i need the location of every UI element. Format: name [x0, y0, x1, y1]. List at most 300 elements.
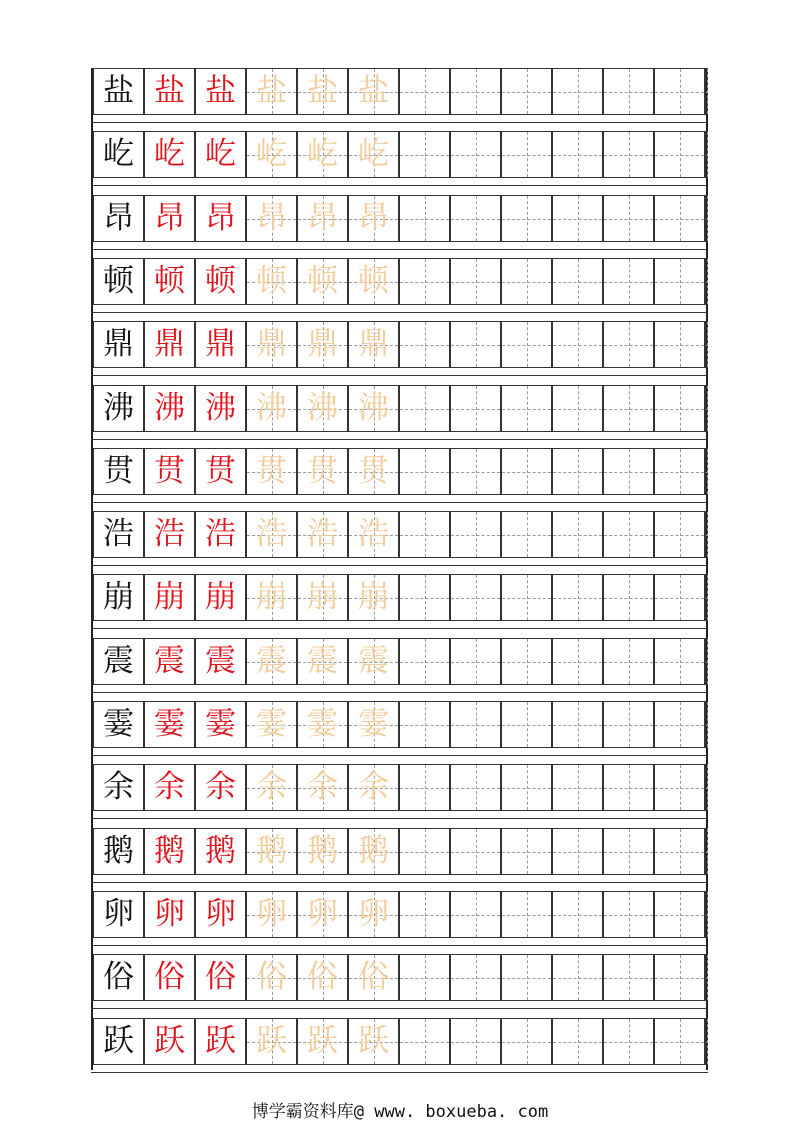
grid-guide-vertical: [707, 386, 708, 431]
grid-guide-vertical: [425, 639, 426, 684]
trace-character-cell: [297, 511, 348, 558]
trace-character: 俗: [256, 959, 287, 995]
blank-writing-cell[interactable]: [450, 701, 501, 748]
blank-writing-cell[interactable]: [501, 448, 552, 495]
blank-writing-cell[interactable]: [399, 764, 450, 811]
red-character: 昂: [205, 200, 236, 236]
trace-character-cell: [297, 321, 348, 368]
trace-character-cell: [348, 258, 399, 305]
model-character-cell: [93, 385, 144, 432]
grid-guide-vertical: [707, 702, 708, 747]
blank-writing-cell[interactable]: [705, 1018, 708, 1065]
blank-writing-cell[interactable]: [654, 321, 705, 368]
blank-writing-cell[interactable]: [705, 448, 708, 495]
grid-guide-vertical: [527, 1019, 528, 1064]
trace-character: 霎: [307, 706, 338, 742]
grid-guide-vertical: [425, 702, 426, 747]
blank-writing-cell[interactable]: [450, 258, 501, 305]
grid-guide-vertical: [680, 892, 681, 937]
blank-writing-cell[interactable]: [705, 954, 708, 1001]
row-separator: [91, 502, 708, 503]
grid-guide-vertical: [476, 702, 477, 747]
grid-guide-vertical: [476, 955, 477, 1000]
blank-writing-cell[interactable]: [552, 828, 603, 875]
blank-writing-cell[interactable]: [552, 131, 603, 178]
blank-writing-cell[interactable]: [552, 195, 603, 242]
row-separator: [91, 628, 708, 629]
trace-character: 浩: [358, 516, 389, 552]
grid-guide-vertical: [707, 512, 708, 557]
red-example-cell: [195, 195, 246, 242]
red-example-cell: [195, 448, 246, 495]
blank-writing-cell[interactable]: [501, 195, 552, 242]
blank-writing-cell[interactable]: [705, 321, 708, 368]
model-character: 霎: [103, 706, 134, 742]
blank-writing-cell[interactable]: [501, 764, 552, 811]
grid-guide-vertical: [707, 132, 708, 177]
trace-character: 顿: [307, 263, 338, 299]
blank-writing-cell[interactable]: [552, 764, 603, 811]
trace-character: 顿: [256, 263, 287, 299]
blank-writing-cell[interactable]: [654, 511, 705, 558]
blank-writing-cell[interactable]: [654, 574, 705, 621]
blank-writing-cell[interactable]: [450, 638, 501, 685]
red-example-cell: [195, 1018, 246, 1065]
trace-character-cell: [297, 131, 348, 178]
grid-guide-vertical: [476, 69, 477, 114]
grid-guide-vertical: [578, 69, 579, 114]
trace-character: 盐: [256, 73, 287, 109]
model-character-cell: [93, 574, 144, 621]
trace-character: 俗: [358, 959, 389, 995]
trace-character-cell: [246, 511, 297, 558]
trace-character: 浩: [307, 516, 338, 552]
grid-guide-vertical: [680, 765, 681, 810]
blank-writing-cell[interactable]: [654, 954, 705, 1001]
trace-character-cell: [297, 68, 348, 115]
grid-guide-vertical: [527, 449, 528, 494]
blank-writing-cell[interactable]: [705, 574, 708, 621]
trace-character-cell: [297, 574, 348, 621]
blank-writing-cell[interactable]: [450, 764, 501, 811]
grid-guide-vertical: [629, 196, 630, 241]
blank-writing-cell[interactable]: [399, 638, 450, 685]
blank-writing-cell[interactable]: [450, 385, 501, 432]
blank-writing-cell[interactable]: [399, 321, 450, 368]
blank-writing-cell[interactable]: [552, 321, 603, 368]
grid-guide-vertical: [629, 765, 630, 810]
trace-character-cell: [348, 195, 399, 242]
red-example-cell: [195, 511, 246, 558]
blank-writing-cell[interactable]: [450, 321, 501, 368]
blank-writing-cell[interactable]: [399, 195, 450, 242]
red-character: 昂: [154, 200, 185, 236]
blank-writing-cell[interactable]: [399, 448, 450, 495]
grid-guide-vertical: [527, 512, 528, 557]
trace-character: 屹: [256, 136, 287, 172]
blank-writing-cell[interactable]: [501, 954, 552, 1001]
red-character: 沸: [154, 390, 185, 426]
grid-guide-vertical: [527, 322, 528, 367]
trace-character-cell: [246, 131, 297, 178]
blank-writing-cell[interactable]: [603, 891, 654, 938]
blank-writing-cell[interactable]: [450, 68, 501, 115]
trace-character: 霎: [256, 706, 287, 742]
trace-character: 鼎: [256, 326, 287, 362]
practice-row: [91, 258, 708, 305]
blank-writing-cell[interactable]: [552, 638, 603, 685]
trace-character-cell: [348, 131, 399, 178]
trace-character: 俗: [307, 959, 338, 995]
grid-guide-vertical: [425, 132, 426, 177]
model-character-cell: [93, 701, 144, 748]
grid-guide-vertical: [476, 386, 477, 431]
blank-writing-cell[interactable]: [705, 764, 708, 811]
blank-writing-cell[interactable]: [399, 574, 450, 621]
model-character-cell: [93, 68, 144, 115]
model-character-cell: [93, 764, 144, 811]
blank-writing-cell[interactable]: [450, 954, 501, 1001]
trace-character: 沸: [256, 390, 287, 426]
trace-character-cell: [348, 511, 399, 558]
grid-guide-vertical: [425, 765, 426, 810]
model-character: 震: [103, 643, 134, 679]
blank-writing-cell[interactable]: [603, 385, 654, 432]
red-example-cell: [195, 891, 246, 938]
grid-guide-vertical: [578, 259, 579, 304]
blank-writing-cell[interactable]: [603, 701, 654, 748]
blank-writing-cell[interactable]: [450, 1018, 501, 1065]
red-character: 顿: [154, 263, 185, 299]
red-example-cell: [195, 638, 246, 685]
grid-guide-vertical: [527, 575, 528, 620]
grid-guide-vertical: [425, 829, 426, 874]
grid-guide-vertical: [680, 829, 681, 874]
blank-writing-cell[interactable]: [552, 511, 603, 558]
trace-character-cell: [348, 891, 399, 938]
blank-writing-cell[interactable]: [603, 638, 654, 685]
blank-writing-cell[interactable]: [501, 701, 552, 748]
red-character: 盐: [205, 73, 236, 109]
blank-writing-cell[interactable]: [654, 258, 705, 305]
blank-writing-cell[interactable]: [603, 574, 654, 621]
trace-character: 震: [358, 643, 389, 679]
blank-writing-cell[interactable]: [399, 258, 450, 305]
blank-writing-cell[interactable]: [654, 131, 705, 178]
blank-writing-cell[interactable]: [450, 448, 501, 495]
grid-guide-vertical: [629, 639, 630, 684]
trace-character: 昂: [256, 200, 287, 236]
trace-character-cell: [348, 764, 399, 811]
blank-writing-cell[interactable]: [654, 1018, 705, 1065]
grid-guide-vertical: [425, 955, 426, 1000]
practice-row: [91, 448, 708, 495]
blank-writing-cell[interactable]: [501, 891, 552, 938]
grid-guide-vertical: [527, 132, 528, 177]
red-example-cell: [195, 131, 246, 178]
red-character: 余: [205, 769, 236, 805]
grid-guide-vertical: [476, 196, 477, 241]
blank-writing-cell[interactable]: [501, 131, 552, 178]
grid-guide-vertical: [578, 702, 579, 747]
red-character: 余: [154, 769, 185, 805]
red-character: 崩: [154, 579, 185, 615]
red-character: 盐: [154, 73, 185, 109]
model-character-cell: [93, 448, 144, 495]
grid-guide-vertical: [680, 69, 681, 114]
blank-writing-cell[interactable]: [603, 764, 654, 811]
blank-writing-cell[interactable]: [603, 511, 654, 558]
trace-character: 崩: [358, 579, 389, 615]
blank-writing-cell[interactable]: [603, 828, 654, 875]
model-character-cell: [93, 131, 144, 178]
blank-writing-cell[interactable]: [501, 1018, 552, 1065]
grid-guide-vertical: [476, 259, 477, 304]
trace-character-cell: [246, 638, 297, 685]
blank-writing-cell[interactable]: [654, 828, 705, 875]
trace-character-cell: [297, 385, 348, 432]
blank-writing-cell[interactable]: [552, 954, 603, 1001]
trace-character-cell: [246, 68, 297, 115]
model-character: 鹅: [103, 833, 134, 869]
blank-writing-cell[interactable]: [501, 511, 552, 558]
trace-character-cell: [348, 638, 399, 685]
red-character: 浩: [154, 516, 185, 552]
red-character: 震: [154, 643, 185, 679]
blank-writing-cell[interactable]: [654, 638, 705, 685]
practice-row: [91, 638, 708, 685]
trace-character: 卵: [256, 896, 287, 932]
red-character: 贯: [154, 453, 185, 489]
row-separator: [91, 185, 708, 186]
red-character: 卵: [154, 896, 185, 932]
blank-writing-cell[interactable]: [552, 574, 603, 621]
grid-guide-vertical: [680, 702, 681, 747]
red-example-cell: [144, 448, 195, 495]
blank-writing-cell[interactable]: [705, 701, 708, 748]
practice-row: [91, 764, 708, 811]
row-separator: [91, 692, 708, 693]
grid-guide-vertical: [578, 386, 579, 431]
red-character: 鼎: [154, 326, 185, 362]
blank-writing-cell[interactable]: [654, 448, 705, 495]
blank-writing-cell[interactable]: [450, 828, 501, 875]
grid-guide-vertical: [425, 892, 426, 937]
blank-writing-cell[interactable]: [552, 1018, 603, 1065]
model-character: 卵: [103, 896, 134, 932]
grid-guide-vertical: [476, 449, 477, 494]
grid-guide-vertical: [527, 639, 528, 684]
grid-guide-vertical: [707, 259, 708, 304]
trace-character: 余: [358, 769, 389, 805]
grid-guide-vertical: [680, 512, 681, 557]
blank-writing-cell[interactable]: [399, 828, 450, 875]
blank-writing-cell[interactable]: [399, 68, 450, 115]
trace-character-cell: [297, 828, 348, 875]
blank-writing-cell[interactable]: [501, 321, 552, 368]
blank-writing-cell[interactable]: [552, 68, 603, 115]
blank-writing-cell[interactable]: [501, 574, 552, 621]
red-example-cell: [144, 891, 195, 938]
blank-writing-cell[interactable]: [654, 764, 705, 811]
trace-character-cell: [246, 954, 297, 1001]
trace-character: 贯: [358, 453, 389, 489]
blank-writing-cell[interactable]: [603, 195, 654, 242]
blank-writing-cell[interactable]: [603, 1018, 654, 1065]
trace-character-cell: [246, 574, 297, 621]
blank-writing-cell[interactable]: [654, 891, 705, 938]
blank-writing-cell[interactable]: [603, 954, 654, 1001]
blank-writing-cell[interactable]: [705, 638, 708, 685]
blank-writing-cell[interactable]: [654, 385, 705, 432]
blank-writing-cell[interactable]: [399, 131, 450, 178]
grid-guide-vertical: [527, 892, 528, 937]
grid-guide-vertical: [707, 1019, 708, 1064]
grid-guide-vertical: [578, 765, 579, 810]
grid-guide-vertical: [629, 955, 630, 1000]
grid-guide-vertical: [527, 386, 528, 431]
red-example-cell: [144, 1018, 195, 1065]
red-character: 浩: [205, 516, 236, 552]
blank-writing-cell[interactable]: [399, 891, 450, 938]
blank-writing-cell[interactable]: [450, 574, 501, 621]
trace-character-cell: [348, 574, 399, 621]
grid-guide-vertical: [527, 955, 528, 1000]
blank-writing-cell[interactable]: [603, 448, 654, 495]
blank-writing-cell[interactable]: [603, 321, 654, 368]
blank-writing-cell[interactable]: [705, 131, 708, 178]
trace-character: 余: [256, 769, 287, 805]
trace-character: 鹅: [307, 833, 338, 869]
row-separator: [91, 882, 708, 883]
red-example-cell: [144, 954, 195, 1001]
trace-character-cell: [297, 1018, 348, 1065]
blank-writing-cell[interactable]: [552, 891, 603, 938]
red-example-cell: [144, 68, 195, 115]
blank-writing-cell[interactable]: [654, 195, 705, 242]
model-character: 浩: [103, 516, 134, 552]
trace-character-cell: [297, 258, 348, 305]
red-character: 屹: [154, 136, 185, 172]
blank-writing-cell[interactable]: [603, 131, 654, 178]
row-separator: [91, 439, 708, 440]
blank-writing-cell[interactable]: [552, 385, 603, 432]
red-character: 俗: [154, 959, 185, 995]
trace-character-cell: [246, 448, 297, 495]
grid-guide-vertical: [425, 69, 426, 114]
blank-writing-cell[interactable]: [654, 68, 705, 115]
practice-row: [91, 385, 708, 432]
grid-guide-vertical: [707, 575, 708, 620]
model-character: 俗: [103, 959, 134, 995]
red-character: 鹅: [154, 833, 185, 869]
trace-character: 卵: [358, 896, 389, 932]
blank-writing-cell[interactable]: [705, 195, 708, 242]
blank-writing-cell[interactable]: [501, 638, 552, 685]
grid-guide-vertical: [707, 69, 708, 114]
practice-row: [91, 891, 708, 938]
grid-guide-vertical: [680, 386, 681, 431]
row-separator: [91, 755, 708, 756]
trace-character-cell: [348, 828, 399, 875]
blank-writing-cell[interactable]: [552, 258, 603, 305]
blank-writing-cell[interactable]: [450, 131, 501, 178]
red-example-cell: [195, 385, 246, 432]
blank-writing-cell[interactable]: [705, 891, 708, 938]
practice-row: [91, 574, 708, 621]
blank-writing-cell[interactable]: [705, 385, 708, 432]
blank-writing-cell[interactable]: [552, 701, 603, 748]
blank-writing-cell[interactable]: [654, 701, 705, 748]
model-character-cell: [93, 828, 144, 875]
practice-row: [91, 195, 708, 242]
practice-row: [91, 1018, 708, 1065]
trace-character: 贯: [307, 453, 338, 489]
grid-guide-vertical: [629, 132, 630, 177]
trace-character: 跃: [307, 1023, 338, 1059]
blank-writing-cell[interactable]: [450, 891, 501, 938]
blank-writing-cell[interactable]: [501, 385, 552, 432]
trace-character: 沸: [358, 390, 389, 426]
red-example-cell: [195, 828, 246, 875]
blank-writing-cell[interactable]: [399, 385, 450, 432]
grid-guide-vertical: [629, 386, 630, 431]
blank-writing-cell[interactable]: [603, 68, 654, 115]
grid-guide-vertical: [707, 639, 708, 684]
row-separator: [91, 945, 708, 946]
blank-writing-cell[interactable]: [399, 701, 450, 748]
red-example-cell: [195, 954, 246, 1001]
model-character-cell: [93, 511, 144, 558]
row-separator: [91, 122, 708, 123]
grid-guide-vertical: [629, 449, 630, 494]
blank-writing-cell[interactable]: [705, 68, 708, 115]
row-separator: [91, 818, 708, 819]
trace-character: 鼎: [307, 326, 338, 362]
blank-writing-cell[interactable]: [399, 1018, 450, 1065]
trace-character: 屹: [307, 136, 338, 172]
blank-writing-cell[interactable]: [501, 258, 552, 305]
model-character: 沸: [103, 390, 134, 426]
blank-writing-cell[interactable]: [705, 258, 708, 305]
red-example-cell: [195, 321, 246, 368]
blank-writing-cell[interactable]: [705, 828, 708, 875]
blank-writing-cell[interactable]: [399, 954, 450, 1001]
grid-guide-vertical: [680, 1019, 681, 1064]
grid-guide-vertical: [707, 765, 708, 810]
blank-writing-cell[interactable]: [450, 195, 501, 242]
red-character: 跃: [205, 1023, 236, 1059]
trace-character-cell: [348, 701, 399, 748]
blank-writing-cell[interactable]: [501, 828, 552, 875]
blank-writing-cell[interactable]: [552, 448, 603, 495]
blank-writing-cell[interactable]: [501, 68, 552, 115]
blank-writing-cell[interactable]: [705, 511, 708, 558]
blank-writing-cell[interactable]: [450, 511, 501, 558]
trace-character-cell: [297, 195, 348, 242]
trace-character: 震: [256, 643, 287, 679]
blank-writing-cell[interactable]: [399, 511, 450, 558]
trace-character: 昂: [358, 200, 389, 236]
grid-guide-vertical: [578, 639, 579, 684]
red-character: 震: [205, 643, 236, 679]
grid-guide-vertical: [527, 196, 528, 241]
grid-guide-vertical: [707, 449, 708, 494]
grid-guide-vertical: [629, 892, 630, 937]
model-character-cell: [93, 1018, 144, 1065]
grid-guide-vertical: [629, 702, 630, 747]
blank-writing-cell[interactable]: [603, 258, 654, 305]
